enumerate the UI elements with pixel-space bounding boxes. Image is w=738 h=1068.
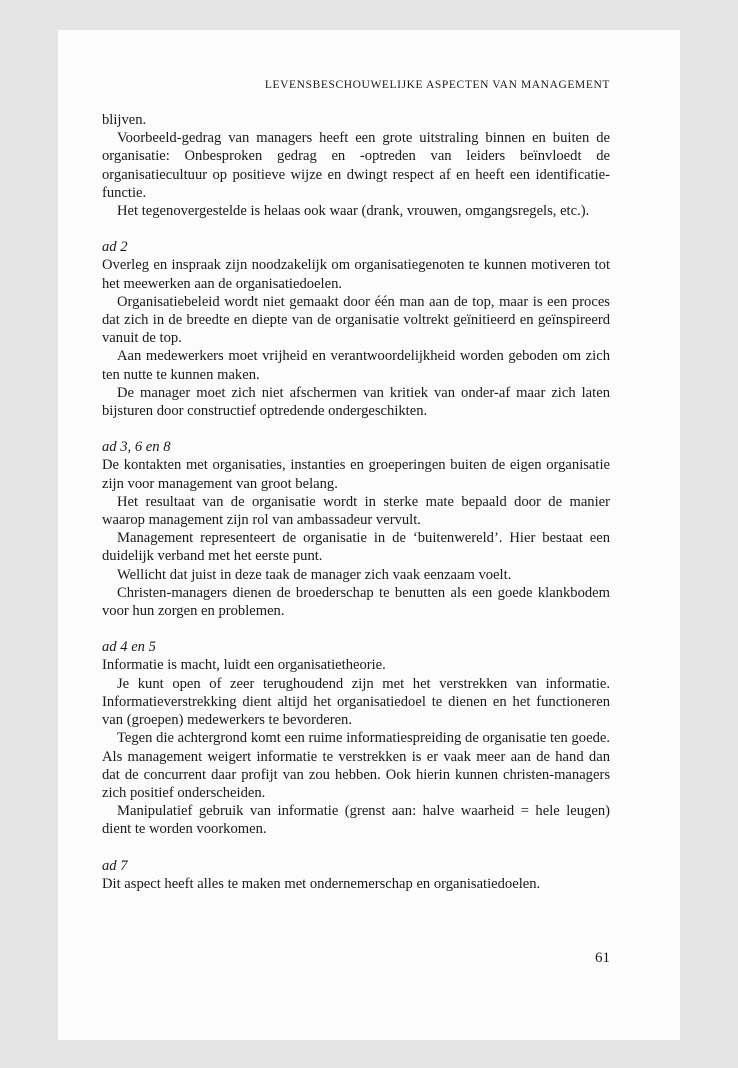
paragraph: Informatie is macht, luidt een organisatietheorie. [102, 657, 386, 674]
section-gap [102, 839, 610, 857]
section-heading-ad-3-6-8: ad 3, 6 en 8 [102, 439, 171, 456]
paragraph: Aan medewerkers moet vrijheid en verantwoordelijkheid worden geboden om zich ten nutte te kunnen maken. [102, 348, 610, 383]
paragraph: De manager moet zich niet afschermen van kritiek van onder-af maar zich laten bijsturen door constructief optredende ondergeschikten. [102, 384, 610, 420]
paragraph: De kontakten met organisaties, instanties en groeperingen buiten de eigen organisatie zijn voor management van groot belang. [102, 457, 610, 492]
continuation-text: blijven. [102, 112, 147, 128]
paragraph: Overleg en inspraak zijn noodzakelijk om organisatiegenoten te kunnen motiveren tot het meewerken aan de organisatiedoelen. [102, 257, 610, 292]
paragraph: Manipulatief gebruik van informatie (grenst aan: halve waarheid = hele leugen) dient te worden voorkomen. [102, 803, 610, 838]
page-body [102, 111, 610, 893]
running-header: LEVENSBESCHOUWELIJKE ASPECTEN VAN MANAGEMENT [264, 79, 610, 91]
paragraph: Organisatiebeleid wordt niet gemaakt door één man aan de top, maar is een proces dat zich in de breedte en diepte van de organisatie voltrekt geïnitieerd en geïnspireerd vanuit de top. [102, 293, 610, 347]
paragraph: Management representeert de organisatie in de ‘buitenwereld’. Hier bestaat een duidelijk verband met het eerste punt. [102, 530, 610, 565]
paragraph: Wellicht dat juist in deze taak de manager zich vaak eenzaam voelt. [117, 566, 512, 583]
paragraph: Het resultaat van de organisatie wordt in sterke mate bepaald door de manier waarop management zijn rol van ambassadeur vervult. [102, 493, 610, 529]
paragraph: Dit aspect heeft alles te maken met ondernemerschap en organisatiedoelen. [102, 875, 541, 892]
paragraph: Je kunt open of zeer terughoudend zijn met het verstrekken van informatie. Informatieverstrekking dient altijd het organisatiedoel te dienen en het functioneren van (groepen) medewerkers te bevorderen. [102, 675, 610, 729]
section-heading-ad-2: ad 2 [102, 239, 128, 256]
section-heading-ad-4-5: ad 4 en 5 [102, 639, 156, 656]
section-gap [102, 620, 610, 638]
paragraph: Christen-managers dienen de broederschap te benutten als een goede klankbodem voor hun zorgen en problemen. [102, 584, 610, 620]
section-gap [102, 220, 610, 238]
paragraph: Tegen die achtergrond komt een ruime informatiespreiding de organisatie ten goede. Als management weigert informatie te verstrekken is er vaak meer aan de hand dan dat de concurrent daar profijt van zou hebben. Ook hierin kunnen christen-managers zich positief onderscheiden. [102, 730, 610, 801]
paragraph: Voorbeeld-gedrag van managers heeft een grote uitstraling binnen en buiten de organisatie: Onbesproken gedrag en -optreden van leiders beïnvloedt de organisatiecultuur op positieve wijze en dwingt respect af en heeft een identificatie-functie. [102, 130, 610, 201]
section-gap [102, 420, 610, 438]
page-number: 61 [595, 950, 610, 966]
section-heading-ad-7: ad 7 [102, 857, 128, 874]
paragraph: Het tegenovergestelde is helaas ook waar (drank, vrouwen, omgangsregels, etc.). [117, 203, 590, 220]
